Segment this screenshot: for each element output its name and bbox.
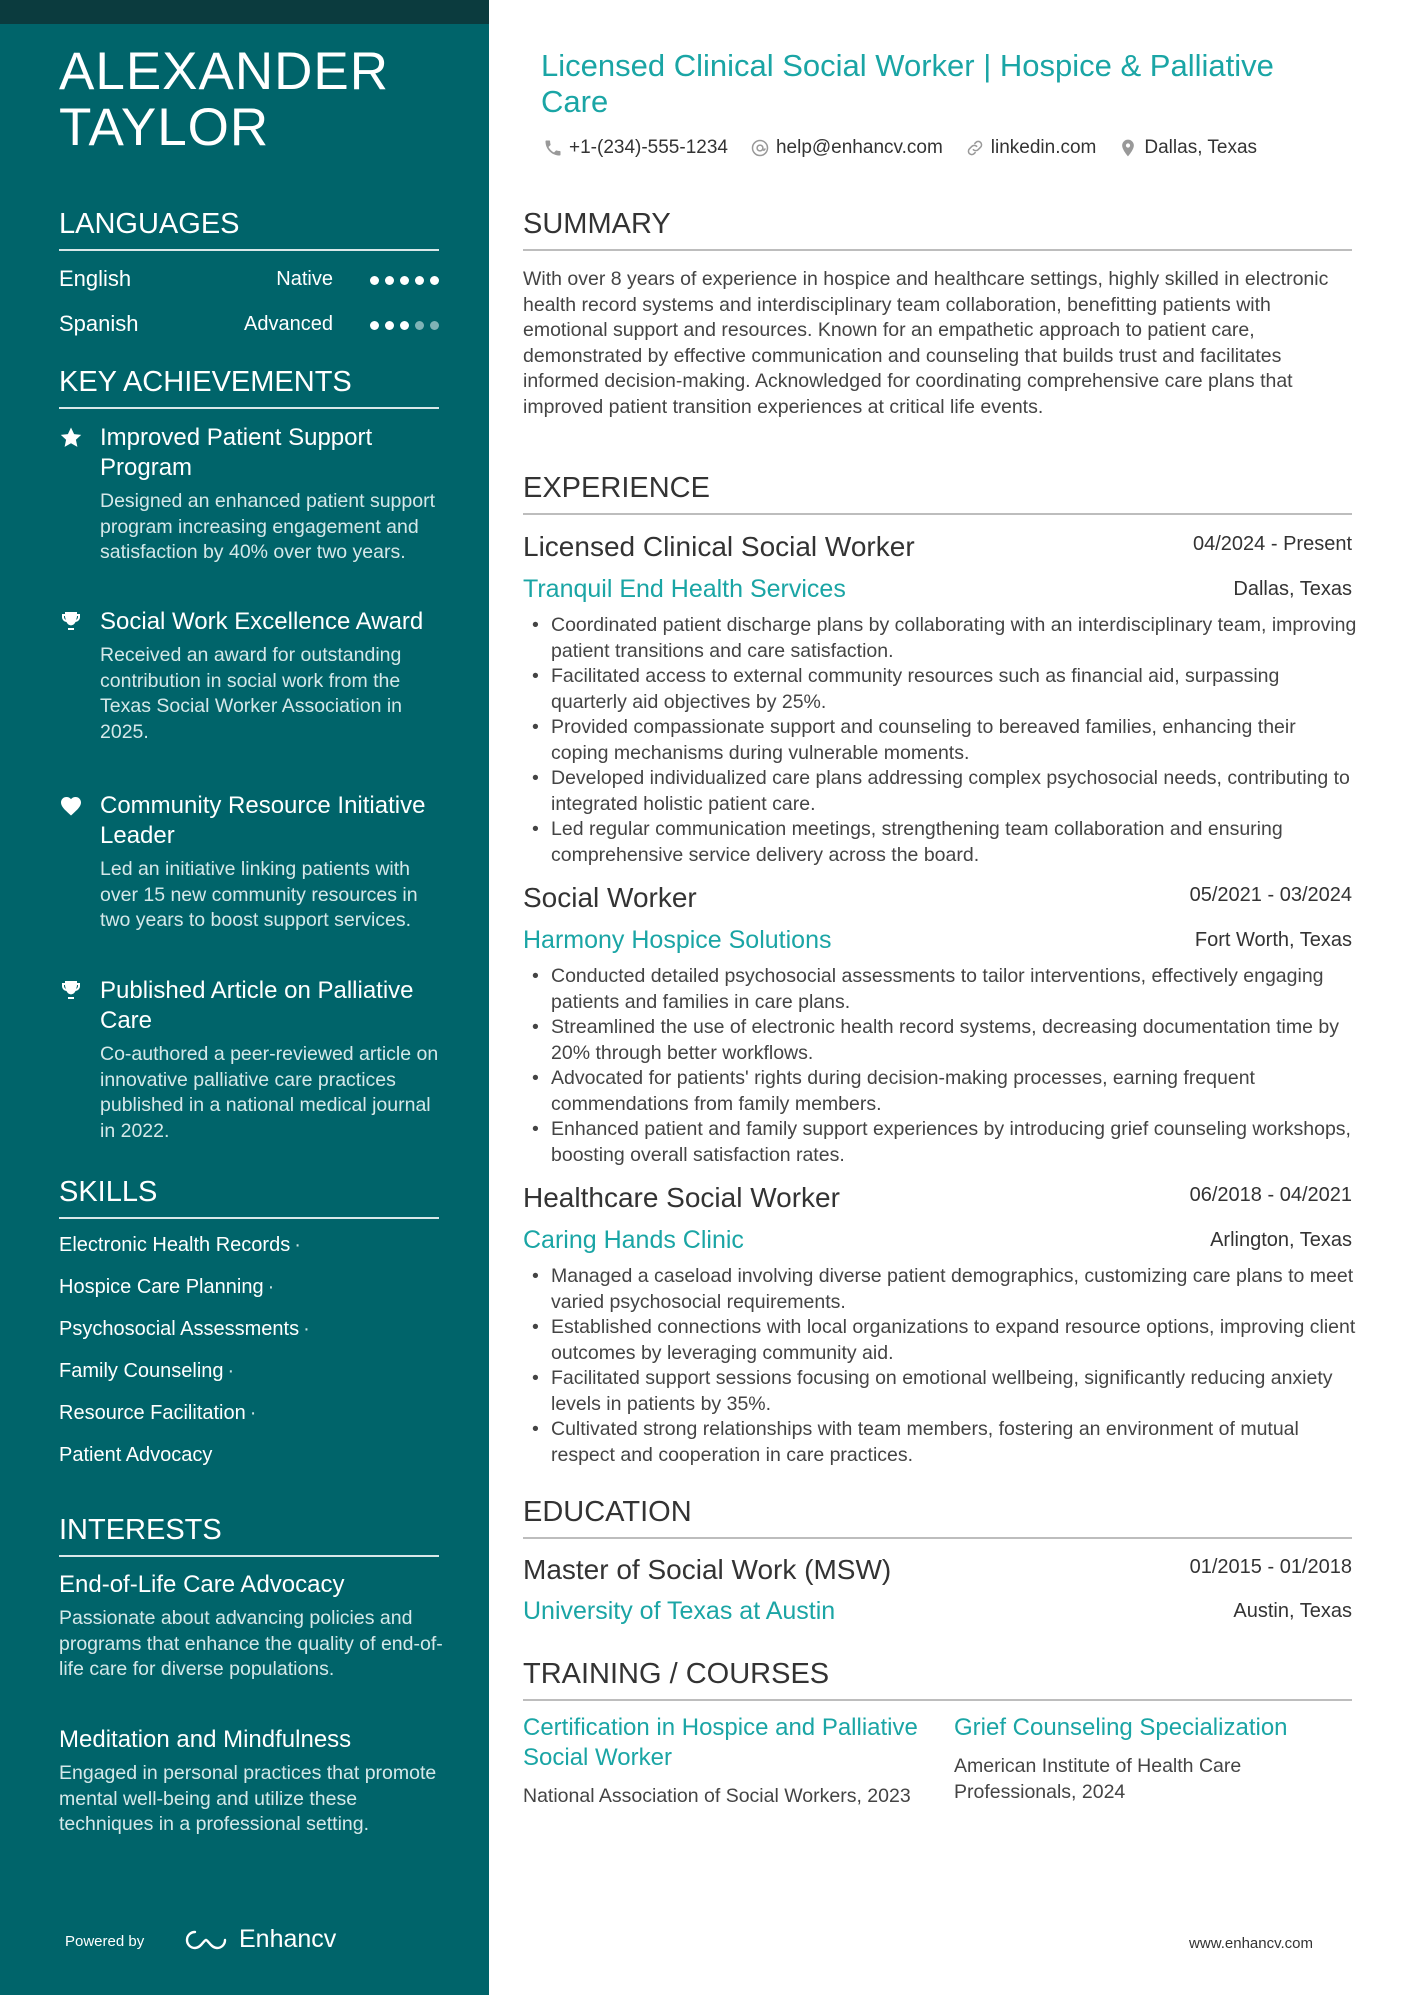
powered-by-label: Powered by xyxy=(65,1933,145,1950)
skill-label: Hospice Care Planning xyxy=(59,1276,264,1298)
rating-dot xyxy=(400,276,409,285)
course-organization: American Institute of Health Care Professionals, 2024 xyxy=(954,1755,1242,1803)
location-pin-icon xyxy=(1118,138,1138,158)
language-level: Native xyxy=(276,268,333,290)
contact-location xyxy=(1118,137,1257,159)
job-title: Licensed Clinical Social Worker xyxy=(523,531,915,562)
rating-dot xyxy=(415,321,424,330)
list-item: • Enhanced patient and family support experiences by introducing grief counseling workshops, boosting overall satisfaction rates. xyxy=(528,1117,1358,1168)
list-item: • Facilitated access to external community resources such as financial aid, surpassing quarterly aid objectives by 25%. xyxy=(528,664,1358,715)
interest-title: End-of-Life Care Advocacy xyxy=(59,1571,345,1598)
candidate-name xyxy=(59,44,389,156)
at-icon xyxy=(750,138,770,158)
list-item: • Advocated for patients' rights during decision-making processes, earning frequent commendations from family members. xyxy=(528,1066,1358,1117)
course-item xyxy=(523,1713,923,1809)
star-icon xyxy=(59,426,83,450)
job-title: Social Worker xyxy=(523,882,697,913)
interest-item xyxy=(59,1725,444,1838)
achievement-description: Co-authored a peer-reviewed article on innovative palliative care practices published in a national medical journal in 2022. xyxy=(100,1043,439,1142)
job-dates: 06/2018 - 04/2021 xyxy=(1189,1184,1352,1206)
phone-icon xyxy=(543,138,563,158)
trophy-icon xyxy=(59,979,83,1003)
list-item: • Cultivated strong relationships with team members, fostering an environment of mutual respect and cooperation in care practices. xyxy=(528,1417,1358,1468)
language-rating xyxy=(370,321,439,330)
languages-heading: LANGUAGES xyxy=(59,208,439,251)
rating-dot xyxy=(370,321,379,330)
enhancv-logo-icon xyxy=(183,1928,229,1952)
name-last: TAYLOR xyxy=(59,98,270,157)
list-item: • Coordinated patient discharge plans by collaborating with an interdisciplinary team, improving patient transitions and care satisfaction. xyxy=(528,613,1358,664)
interests-heading: INTERESTS xyxy=(59,1514,439,1557)
achievement-title: Improved Patient Support Program xyxy=(100,424,373,481)
skill-item xyxy=(59,1318,310,1341)
skill-item xyxy=(59,1444,212,1467)
job-dates: 04/2024 - Present xyxy=(1193,533,1352,555)
training-heading: TRAINING / COURSES xyxy=(523,1658,1352,1701)
language-level: Advanced xyxy=(244,313,333,335)
education-dates: 01/2015 - 01/2018 xyxy=(1189,1556,1352,1578)
skill-item xyxy=(59,1360,234,1383)
school-name: University of Texas at Austin xyxy=(523,1597,836,1625)
achievement-title: Social Work Excellence Award xyxy=(100,608,424,635)
contact-email[interactable] xyxy=(750,137,943,159)
skill-separator: · xyxy=(249,1402,257,1424)
school-location: Austin, Texas xyxy=(1233,1600,1352,1622)
course-title: Grief Counseling Specialization xyxy=(954,1714,1288,1741)
course-item xyxy=(954,1713,1354,1805)
skill-label: Electronic Health Records xyxy=(59,1234,291,1256)
list-item: • Developed individualized care plans addressing complex psychosocial needs, contributing to integrated holistic patient care. xyxy=(528,766,1358,817)
rating-dot xyxy=(430,321,439,330)
skill-item xyxy=(59,1402,256,1425)
linkedin-text: linkedin.com xyxy=(990,137,1097,158)
achievement-description: Received an award for outstanding contribution in social work from the Texas Social Worker Association in 2025. xyxy=(100,644,403,743)
skill-separator: · xyxy=(267,1276,275,1298)
interest-item xyxy=(59,1570,444,1683)
location-text: Dallas, Texas xyxy=(1144,137,1258,158)
rating-dot xyxy=(370,276,379,285)
list-item: • Led regular communication meetings, strengthening team collaboration and ensuring comprehensive service delivery across the board. xyxy=(528,817,1358,868)
job-bullets xyxy=(528,613,1358,868)
job-company: Tranquil End Health Services xyxy=(523,575,846,603)
job-location: Arlington, Texas xyxy=(1210,1229,1352,1251)
achievement-description: Led an initiative linking patients with over 15 new community resources in two years to boost support services. xyxy=(100,858,418,931)
skill-label: Family Counseling xyxy=(59,1360,224,1382)
enhancv-logo-text: Enhancv xyxy=(239,1925,337,1953)
skill-item xyxy=(59,1234,301,1257)
job-bullets xyxy=(528,1264,1358,1468)
job-company: Caring Hands Clinic xyxy=(523,1226,744,1254)
course-title: Certification in Hospice and Palliative Social Worker xyxy=(523,1714,918,1771)
degree-title: Master of Social Work (MSW) xyxy=(523,1554,892,1585)
trophy-icon xyxy=(59,610,83,634)
skill-label: Resource Facilitation xyxy=(59,1402,246,1424)
enhancv-logo[interactable] xyxy=(183,1925,336,1954)
name-first: ALEXANDER xyxy=(59,42,390,101)
skill-item xyxy=(59,1276,274,1299)
course-organization: National Association of Social Workers, 2023 xyxy=(523,1785,911,1807)
achievement-title: Community Resource Initiative Leader xyxy=(100,792,426,849)
education-heading: EDUCATION xyxy=(523,1496,1352,1539)
achievement-item xyxy=(59,791,441,934)
skill-label: Psychosocial Assessments xyxy=(59,1318,300,1340)
interest-description: Passionate about advancing policies and programs that enhance the quality of end-of-life care for diverse populations. xyxy=(59,1607,443,1680)
list-item: • Conducted detailed psychosocial assessments to tailor interventions, effectively engaging patients and families in care plans. xyxy=(528,964,1358,1015)
achievements-heading: KEY ACHIEVEMENTS xyxy=(59,366,439,409)
job-title: Healthcare Social Worker xyxy=(523,1182,840,1213)
sidebar-top-band xyxy=(0,0,489,24)
heart-icon xyxy=(59,794,83,818)
language-name: English xyxy=(59,266,132,291)
skill-label: Patient Advocacy xyxy=(59,1444,213,1466)
achievement-item xyxy=(59,976,441,1144)
skill-separator: · xyxy=(294,1234,301,1256)
summary-heading: SUMMARY xyxy=(523,208,1352,251)
email-text: help@enhancv.com xyxy=(775,137,943,158)
job-location: Fort Worth, Texas xyxy=(1194,929,1352,951)
contact-bar xyxy=(543,137,1257,159)
achievement-item xyxy=(59,423,441,566)
list-item: • Streamlined the use of electronic health record systems, decreasing documentation time by 20% through better workflows. xyxy=(528,1015,1358,1066)
skills-heading: SKILLS xyxy=(59,1176,439,1219)
achievement-title: Published Article on Palliative Care xyxy=(100,977,414,1034)
achievement-item xyxy=(59,607,441,745)
interest-title: Meditation and Mindfulness xyxy=(59,1726,352,1753)
achievement-description: Designed an enhanced patient support program increasing engagement and satisfaction by 40% over two years. xyxy=(100,490,436,563)
rating-dot xyxy=(430,276,439,285)
job-bullets xyxy=(528,964,1358,1168)
rating-dot xyxy=(385,321,394,330)
sidebar xyxy=(0,0,489,1995)
interest-description: Engaged in personal practices that promote mental well-being and utilize these techniques in a professional setting. xyxy=(59,1762,437,1835)
summary-text: With over 8 years of experience in hospice and healthcare settings, highly skilled in electronic health record systems and interdisciplinary team collaboration, benefitting patients with emotional support and resources. Known for an empathetic approach to patient care, demonstrated by effective communication and counseling that builds trust and facilitates informed decision-making. Acknowledged for coordinating comprehensive care plans that improved patient transition experiences at critical life events. xyxy=(523,268,1329,418)
link-icon xyxy=(965,138,985,158)
website-link[interactable]: www.enhancv.com xyxy=(1189,1935,1313,1952)
job-dates: 05/2021 - 03/2024 xyxy=(1189,884,1352,906)
language-rating xyxy=(370,276,439,285)
contact-phone[interactable] xyxy=(543,137,728,159)
list-item: • Provided compassionate support and counseling to bereaved families, enhancing their coping mechanisms during vulnerable moments. xyxy=(528,715,1358,766)
language-row xyxy=(59,266,439,298)
language-name: Spanish xyxy=(59,311,139,336)
rating-dot xyxy=(400,321,409,330)
phone-text: +1-(234)-555-1234 xyxy=(569,137,728,158)
list-item: • Established connections with local organizations to expand resource options, improving client outcomes by leveraging community aid. xyxy=(528,1315,1358,1366)
list-item: • Managed a caseload involving diverse patient demographics, customizing care plans to meet varied psychosocial requirements. xyxy=(528,1264,1358,1315)
language-row xyxy=(59,311,439,343)
rating-dot xyxy=(415,276,424,285)
headline: Licensed Clinical Social Worker | Hospice & Palliative Care xyxy=(541,48,1274,119)
experience-heading: EXPERIENCE xyxy=(523,472,1352,515)
list-item: • Facilitated support sessions focusing on emotional wellbeing, significantly reducing anxiety levels in patients by 35%. xyxy=(528,1366,1358,1417)
rating-dot xyxy=(385,276,394,285)
contact-linkedin[interactable] xyxy=(965,137,1097,159)
job-company: Harmony Hospice Solutions xyxy=(523,926,832,954)
skill-separator: · xyxy=(227,1360,235,1382)
skill-separator: · xyxy=(303,1318,310,1340)
job-location: Dallas, Texas xyxy=(1233,578,1352,600)
